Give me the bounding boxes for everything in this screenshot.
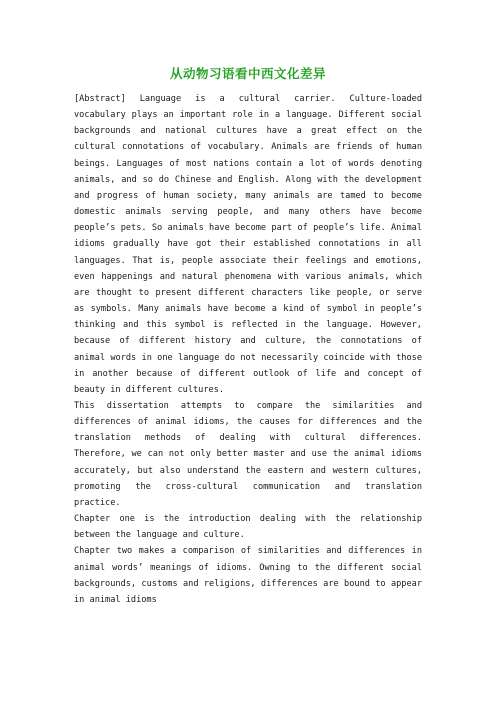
chapter-one-paragraph: Chapter one is the introduction dealing with the relationship between the language and culture. — [74, 514, 422, 541]
dissertation-aim-paragraph: This dissertation attempts to compare the similarities and differences of animal idioms, the causes for differences and the translation methods of dealing with cultural differences. Therefore, we can not only better master and use the animal idioms accurately, but also understand the eastern and western cultures, promoting the cross-cultural communication and translation practice. — [74, 400, 422, 508]
abstract-paragraph: [Abstract] Language is a cultural carrier. Culture-loaded vocabulary plays an important role in a language. Different social backgrounds and national cultures have a great effect on the cultural connotations of vocabulary. Animals are friends of human beings. Languages of most nations contain a lot of words denoting animals, and so do Chinese and English. Along with the development and progress of human society, many animals are tamed to become domestic animals serving people, and many others have become people’s pets. So animals have become part of people’s life. Animal idioms gradually have got their established connotations in all languages. That is, people associate their feelings and emotions, even happenings and natural phenomena with various animals, which are thought to present different characters like people, or serve as symbols. Many animals have become a kind of symbol in people’s thinking and this symbol is reflected in the language. However, because of different history and culture, the connotations of animal words in one language do not necessarily coincide with those in another because of different outlook of life and concept of beauty in different cultures. — [74, 94, 422, 395]
document-title: 从动物习语看中西文化差异 — [169, 66, 326, 81]
document-body — [74, 91, 422, 608]
chapter-two-paragraph: Chapter two makes a comparison of similarities and differences in animal words’ meanings of idioms. Owning to the different social backgrounds, customs and religions, differences are bound to appear in animal idioms — [74, 546, 422, 605]
